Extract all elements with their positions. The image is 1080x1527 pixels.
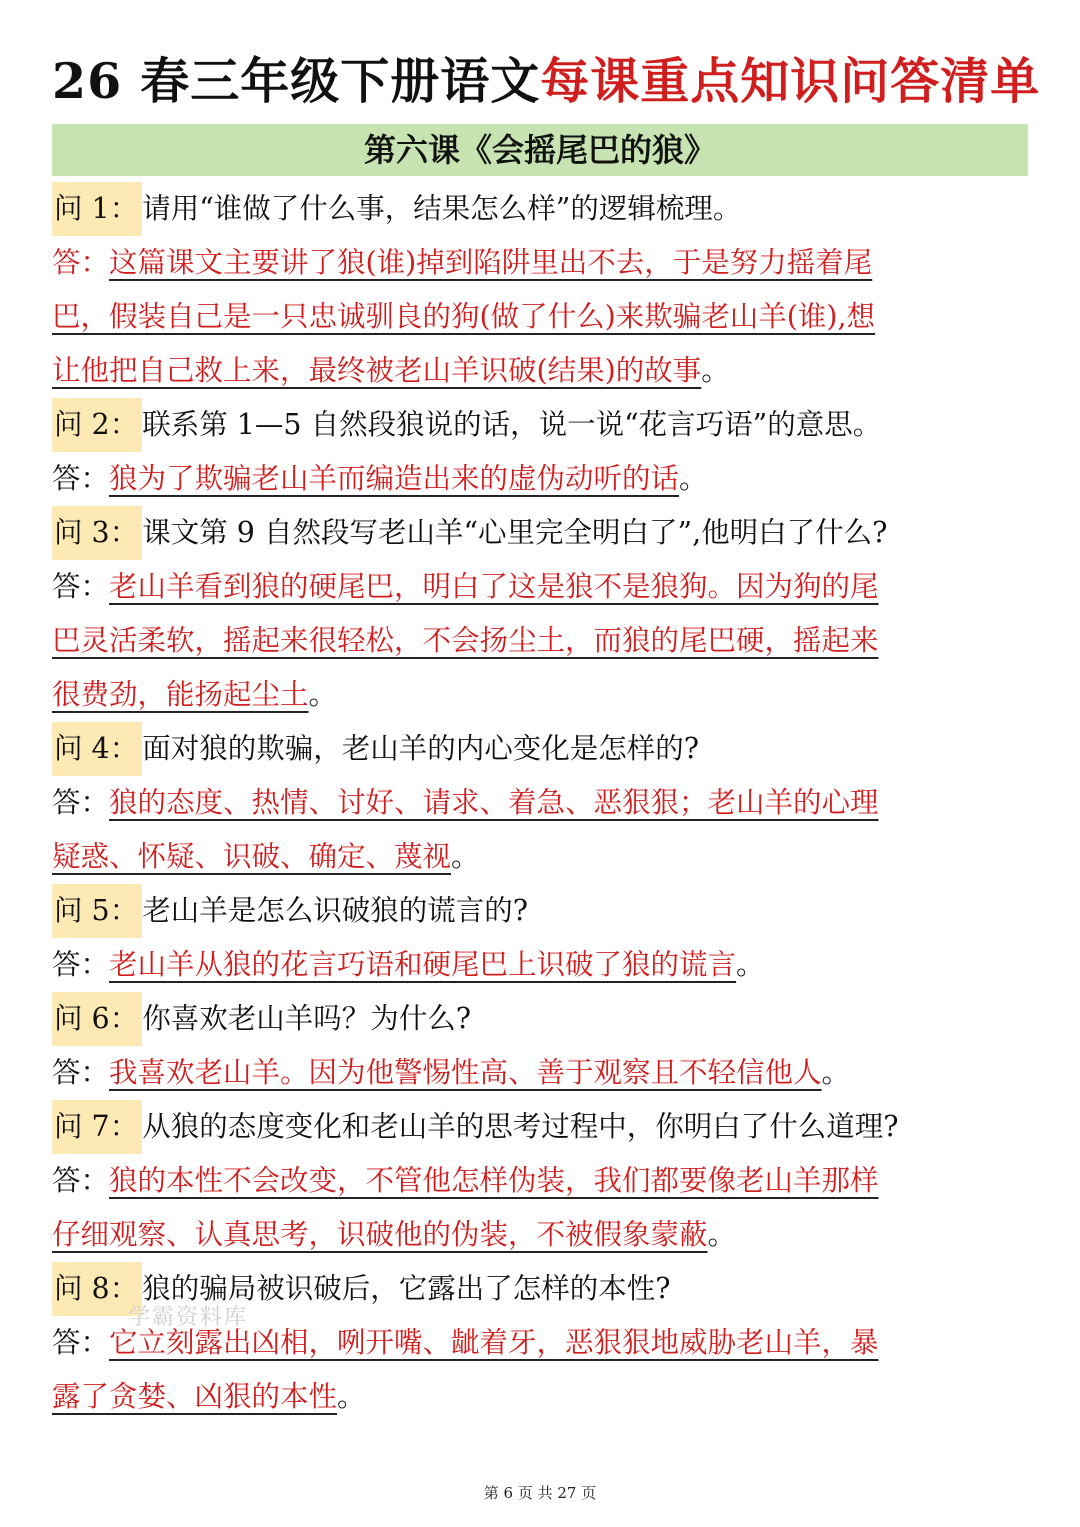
title-red-part: 每课重点知识问答清单 — [540, 52, 1041, 110]
answer-text: 狼为了欺骗老山羊而编造出来的虚伪动听的话 — [109, 462, 680, 495]
page-footer: 第 6 页 共 27 页 — [483, 1484, 597, 1502]
question-text: 狼的骗局被识破后，它露出了怎样的本性? — [142, 1272, 671, 1305]
answer-text: 我喜欢老山羊。因为他警惕性高、善于观察且不轻信他人 — [109, 1056, 822, 1089]
answer-line — [52, 776, 1028, 830]
qa-item — [52, 992, 1028, 1100]
question-tag: 问 4： — [52, 722, 142, 776]
question-tag: 问 3： — [52, 506, 142, 560]
question-tag: 问 7： — [52, 1100, 142, 1154]
answer-text: 很费劲，能扬起尘土 — [52, 678, 309, 711]
answer-text: 狼的态度、热情、讨好、请求、着急、恶狠狠；老山羊的心理 — [109, 786, 879, 819]
watermark: 学霸资料库 — [128, 1305, 249, 1330]
answer-text: 狼的本性不会改变，不管他怎样伪装，我们都要像老山羊那样 — [109, 1164, 879, 1197]
answer-end-punctuation: 。 — [736, 948, 765, 981]
answer-line — [52, 1046, 1028, 1100]
qa-item — [52, 722, 1028, 884]
question-line — [52, 884, 1028, 938]
answer-end-punctuation: 。 — [821, 1056, 851, 1089]
answer-end-punctuation: 。 — [337, 1380, 366, 1413]
question-line — [52, 182, 1028, 236]
answer-line — [52, 614, 1028, 668]
question-text: 请用“谁做了什么事，结果怎么样”的逻辑梳理。 — [142, 192, 742, 225]
answer-line — [52, 668, 1028, 722]
answer-tag: 答： — [52, 1056, 110, 1089]
answer-text: 让他把自己救上来，最终被老山羊识破(结果)的故事 — [52, 354, 702, 387]
question-text: 你喜欢老山羊吗？为什么? — [142, 1002, 471, 1035]
answer-line — [52, 1154, 1028, 1208]
qa-item — [52, 398, 1028, 506]
answer-text: 它立刻露出凶相，咧开嘴、龇着牙，恶狠狠地威胁老山羊，暴 — [109, 1326, 879, 1359]
answer-line — [52, 1370, 1028, 1424]
question-line — [52, 722, 1028, 776]
question-tag: 问 5： — [52, 884, 142, 938]
answer-end-punctuation: 。 — [707, 1218, 737, 1251]
question-tag: 问 2： — [52, 398, 142, 452]
answer-end-punctuation: 。 — [679, 462, 708, 495]
qa-item — [52, 884, 1028, 992]
answer-text: 老山羊看到狼的硬尾巴，明白了这是狼不是狼狗。因为狗的尾 — [109, 570, 879, 603]
question-text: 从狼的态度变化和老山羊的思考过程中，你明白了什么道理? — [142, 1110, 899, 1143]
answer-end-punctuation: 。 — [451, 840, 480, 873]
question-line — [52, 1100, 1028, 1154]
qa-list — [52, 182, 1028, 1424]
answer-tag: 答： — [52, 786, 110, 819]
answer-line — [52, 1208, 1028, 1262]
answer-tag: 答： — [52, 948, 110, 981]
question-tag: 问 6： — [52, 992, 142, 1046]
answer-line — [52, 236, 1028, 290]
qa-item — [52, 1100, 1028, 1262]
page-title — [52, 46, 1042, 116]
answer-line — [52, 938, 1028, 992]
lesson-heading: 第六课《会摇尾巴的狼》 — [52, 124, 1028, 176]
question-tag: 问 1： — [52, 182, 142, 236]
qa-item — [52, 506, 1028, 722]
question-line — [52, 992, 1028, 1046]
qa-item — [52, 182, 1028, 398]
title-black-part: 26 春三年级下册语文 — [52, 52, 541, 110]
answer-end-punctuation: 。 — [701, 354, 730, 387]
question-text: 课文第 9 自然段写老山羊“心里完全明白了”,他明白了什么? — [142, 516, 888, 549]
answer-tag: 答： — [52, 1164, 110, 1197]
question-text: 老山羊是怎么识破狼的谎言的? — [142, 894, 528, 927]
answer-tag: 答： — [52, 246, 110, 279]
answer-text: 巴，假装自己是一只忠诚驯良的狗(做了什么)来欺骗老山羊(谁),想 — [52, 300, 876, 333]
answer-text: 疑惑、怀疑、识破、确定、蔑视 — [52, 840, 452, 873]
question-line — [52, 506, 1028, 560]
question-text: 联系第 1—5 自然段狼说的话，说一说“花言巧语”的意思。 — [142, 408, 882, 441]
answer-tag: 答： — [52, 462, 110, 495]
answer-text: 露了贪婪、凶狠的本性 — [52, 1380, 338, 1413]
answer-text: 仔细观察、认真思考，识破他的伪装，不被假象蒙蔽 — [52, 1218, 708, 1251]
question-text: 面对狼的欺骗，老山羊的内心变化是怎样的? — [142, 732, 699, 765]
answer-line — [52, 830, 1028, 884]
question-tag: 问 8： — [52, 1262, 142, 1316]
qa-item — [52, 1262, 1028, 1424]
answer-line — [52, 344, 1028, 398]
answer-text: 这篇课文主要讲了狼(谁)掉到陷阱里出不去，于是努力摇着尾 — [109, 246, 873, 279]
answer-tag: 答： — [52, 570, 110, 603]
answer-line — [52, 452, 1028, 506]
answer-tag: 答： — [52, 1326, 110, 1359]
answer-line — [52, 560, 1028, 614]
answer-end-punctuation: 。 — [308, 678, 338, 711]
answer-text: 老山羊从狼的花言巧语和硬尾巴上识破了狼的谎言 — [109, 948, 737, 981]
question-line — [52, 398, 1028, 452]
answer-text: 巴灵活柔软，摇起来很轻松，不会扬尘土，而狼的尾巴硬，摇起来 — [52, 624, 879, 657]
answer-line — [52, 290, 1028, 344]
